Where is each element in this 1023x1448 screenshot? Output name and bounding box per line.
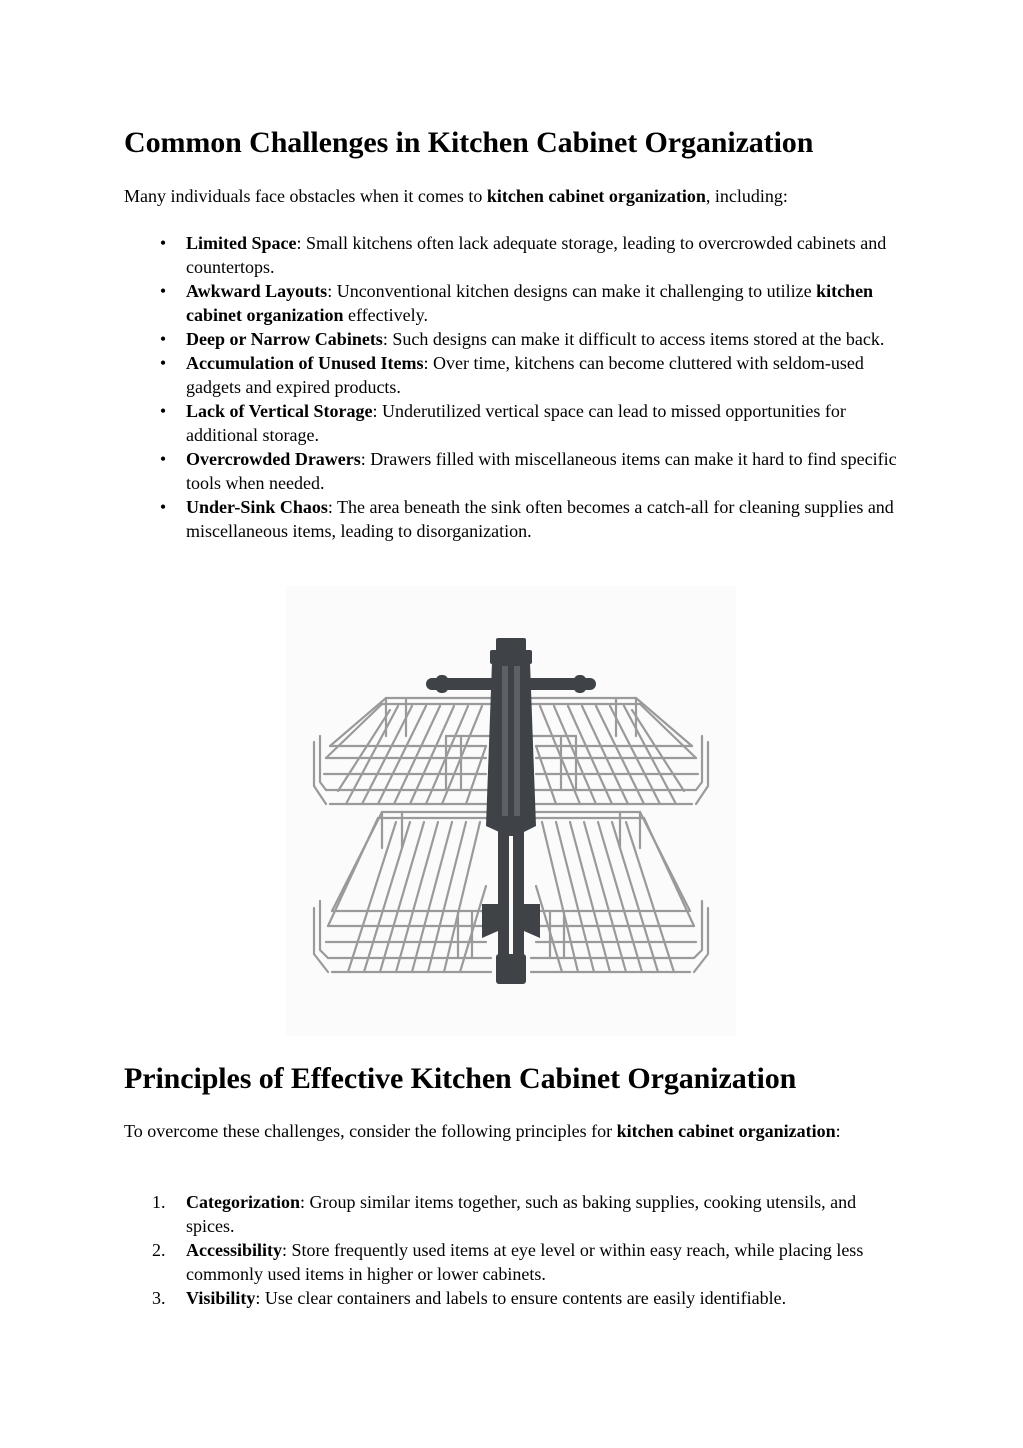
item-text: : Store frequently used items at eye level or within easy reach, while placing less commonly used items in higher or lower cabinets. [186, 1240, 864, 1284]
section-heading-challenges: Common Challenges in Kitchen Cabinet Organization [124, 126, 814, 159]
intro-bold-term: kitchen cabinet organization [486, 186, 706, 206]
list-item [159, 351, 898, 399]
challenges-bullet-list [159, 231, 898, 543]
list-item [159, 399, 898, 447]
intro-paragraph-principles [124, 1119, 904, 1143]
bullet-icon: • [159, 329, 167, 349]
bullet-icon: • [159, 353, 167, 373]
item-text-end: effectively. [343, 305, 428, 325]
item-bold-term: kitchen cabinet organization [186, 281, 874, 325]
item-title: Visibility [186, 1288, 256, 1308]
intro-text: To overcome these challenges, consider the following principles for [124, 1121, 617, 1141]
bullet-icon: • [159, 233, 167, 253]
intro-paragraph-challenges [124, 184, 904, 208]
bullet-icon: • [159, 497, 167, 517]
list-item [159, 231, 898, 279]
item-number: 3. [152, 1288, 166, 1308]
principles-numbered-list [152, 1190, 898, 1310]
item-title: Lack of Vertical Storage [186, 401, 373, 421]
bullet-icon: • [159, 401, 167, 421]
item-text: : Over time, kitchens can become cluttered with seldom-used gadgets and expired products. [186, 353, 864, 397]
intro-text: Many individuals face obstacles when it comes to [124, 186, 487, 206]
item-text: : Unconventional kitchen designs can make it challenging to utilize [327, 281, 817, 301]
item-title: Accumulation of Unused Items [186, 353, 424, 373]
item-title: Overcrowded Drawers [186, 449, 361, 469]
item-text: : The area beneath the sink often becomes a catch-all for cleaning supplies and miscellaneous items, leading to disorganization. [186, 497, 894, 541]
item-number: 1. [152, 1192, 166, 1212]
intro-text-end: : [835, 1121, 841, 1141]
intro-bold-term: kitchen cabinet organization [616, 1121, 836, 1141]
wire-basket-illustration [286, 586, 736, 1036]
item-text: : Group similar items together, such as baking supplies, cooking utensils, and spices. [186, 1192, 857, 1236]
bullet-icon: • [159, 449, 167, 469]
list-item [152, 1286, 898, 1310]
item-title: Awkward Layouts [186, 281, 328, 301]
item-text: : Underutilized vertical space can lead to missed opportunities for additional storage. [186, 401, 846, 445]
list-item [159, 495, 898, 543]
list-item [152, 1190, 898, 1238]
corner-basket-image [286, 586, 736, 1036]
item-title: Limited Space [186, 233, 297, 253]
item-title: Categorization [186, 1192, 300, 1212]
list-item [159, 447, 898, 495]
intro-text-end: , including: [705, 186, 788, 206]
item-title: Accessibility [186, 1240, 282, 1260]
list-item [152, 1238, 898, 1286]
list-item [159, 327, 898, 351]
item-number: 2. [152, 1240, 166, 1260]
item-title: Deep or Narrow Cabinets [186, 329, 383, 349]
list-item [159, 279, 898, 327]
section-heading-principles: Principles of Effective Kitchen Cabinet Organization [124, 1062, 797, 1095]
item-text: : Small kitchens often lack adequate storage, leading to overcrowded cabinets and countertops. [186, 233, 887, 277]
bullet-icon: • [159, 281, 167, 301]
item-title: Under-Sink Chaos [186, 497, 328, 517]
item-text: : Such designs can make it difficult to access items stored at the back. [382, 329, 885, 349]
item-text: : Drawers filled with miscellaneous items can make it hard to find specific tools when needed. [186, 449, 897, 493]
item-text: : Use clear containers and labels to ensure contents are easily identifiable. [255, 1288, 787, 1308]
